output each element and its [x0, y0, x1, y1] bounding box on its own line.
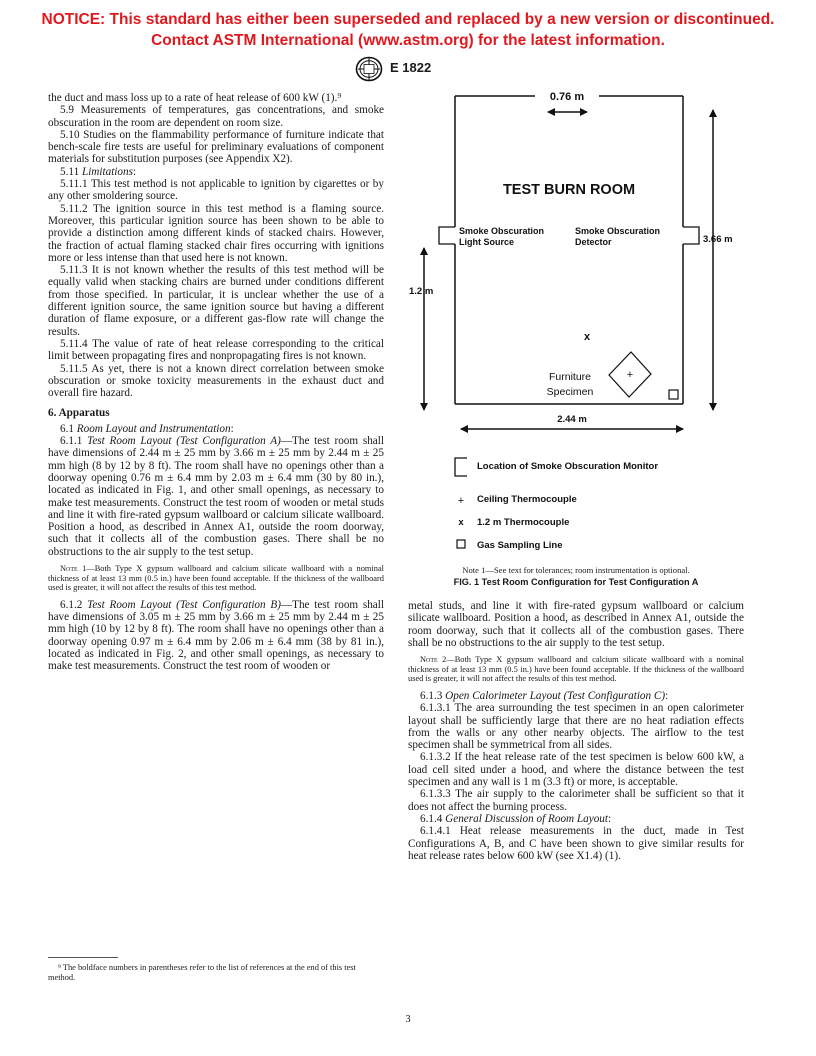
figure-1-note: Note 1—See text for tolerances; room instrumentation is optional.	[462, 565, 690, 575]
paragraph-5-11-2: 5.11.2 The ignition source in this test method is a flaming source. Moreover, this particular ignition source has been shown to be able to provide a distinction among different kinds of stacked chairs. However, the fraction of actual flaming stacked chair fires occurring with ignitions more or less intense than that used here is not known.	[48, 202, 384, 264]
note-1: Note 1—Both Type X gypsum wallboard and calcium silicate wallboard with a nominal thickness of at least 13 mm (0.5 in.) have been found acceptable. If the thickness of the wallboard used is greater, it will not affect the results of this test method.	[48, 563, 384, 593]
note-2: Note 2—Both Type X gypsum wallboard and calcium silicate wallboard with a nominal thickness of at least 13 mm (0.5 in.) have been found acceptable. If the thickness of the wallboard used is greater, it will not affect the results of this test method.	[408, 655, 744, 684]
gas-sampling-line-marker	[669, 390, 678, 399]
supersession-notice-line-2: Contact ASTM International (www.astm.org) for the latest information.	[151, 32, 665, 49]
room-title: TEST BURN ROOM	[502, 182, 636, 198]
paragraph-6-1-2-tail: metal studs, and line it with fire-rated gypsum wallboard or calcium silicate wallboard. Position a hood, as described in Annex A1, outside the room doorway, such that it collects all of the combustion gases. There shall be no obstructions to the air supply to the test setup.	[408, 600, 744, 649]
document-header	[0, 56, 816, 82]
paragraph-6-1-3-1: 6.1.3.1 The area surrounding the test specimen in an open calorimeter layout shall be sufficiently large that there are no heat radiation effects from the walls or any other nearby objects. The airflow to the test specimen shall be symmetrical from all sides.	[408, 702, 744, 752]
legend-monitor-label: Location of Smoke Obscuration Monitor	[477, 461, 659, 472]
legend-gas-label: Gas Sampling Line	[477, 540, 563, 551]
astm-logo-icon	[355, 56, 383, 82]
detector-label-2: Detector	[575, 237, 612, 247]
section-heading-apparatus: 6. Apparatus	[48, 407, 110, 420]
paragraph-6-1-2: 6.1.2 Test Room Layout (Test Configuration B)—The test room shall have dimensions of 3.05 m ± 25 mm by 3.66 m ± 25 mm by 2.44 m ± 25 mm high (10 by 12 by 8 ft). The room shall have no openings other than a doorway opening 0.97 m ± 6.4 mm by 2.06 m ± 6.4 mm (38 by 81 in.), located as indicated in Fig. 2, and other small openings, as necessary to make test measurements. Construct the test room of wooden or	[48, 598, 384, 673]
footnote-rule	[48, 957, 118, 958]
light-source-marker	[439, 227, 455, 244]
paragraph-5-11-3: 5.11.3 It is not known whether the results of this test method will be equally valid when stacking chairs are burned under conditions different from those specified. In particular, it is unclear whether the use of a different ignition source, the same ignition source but having a different duration of flame exposure, or a different gas-flow rate will change the results.	[48, 264, 384, 338]
right-column	[408, 600, 744, 862]
paragraph-5-10: 5.10 Studies on the flammability performance of furniture indicate that bench-scale fire tests are useful for preliminary evaluations of component materials for substitution purposes (see Appendix X2).	[48, 128, 384, 166]
ceiling-thermocouple-mark: +	[626, 369, 634, 381]
page-number: 3	[405, 1014, 411, 1025]
legend-monitor-symbol	[455, 458, 467, 476]
dim-height-label: 1.2 m	[409, 286, 434, 297]
paragraph-5-11: 5.11 Limitations:	[60, 165, 137, 178]
paragraph-5-11-1: 5.11.1 This test method is not applicable to ignition by cigarettes or by any other smoldering source.	[48, 178, 384, 203]
paragraph-6-1-4: 6.1.4 General Discussion of Room Layout:	[420, 812, 612, 825]
paragraph-5-8-tail: the duct and mass loss up to a rate of heat release of 600 kW (1).⁹	[48, 92, 342, 104]
dim-width-label: 2.44 m	[557, 414, 587, 425]
standard-designation: E 1822	[390, 60, 432, 75]
paragraph-5-11-5: 5.11.5 As yet, there is not a known direct correlation between smoke obscuration or smoke toxicity measurements in the exhaust duct and overall fire hazard.	[48, 362, 384, 400]
legend-ceiling-symbol: +	[457, 495, 465, 507]
room-outline	[455, 96, 683, 404]
figure-legend	[455, 458, 658, 551]
paragraph-5-11-4: 5.11.4 The value of rate of heat release corresponding to the critical limit between propagating fires and nonpropagating fires is not known.	[48, 337, 384, 363]
left-column	[48, 92, 384, 673]
paragraph-5-9: 5.9 Measurements of temperatures, gas concentrations, and smoke obscuration in the room are dependent on room size.	[48, 104, 384, 129]
figure-1-room-diagram	[405, 84, 750, 554]
paragraph-6-1-3: 6.1.3 Open Calorimeter Layout (Test Configuration C):	[420, 689, 669, 702]
legend-12m-symbol: x	[458, 517, 464, 528]
light-source-label-2: Light Source	[459, 237, 515, 247]
legend-12m-label: 1.2 m Thermocouple	[477, 517, 570, 528]
paragraph-6-1-1: 6.1.1 Test Room Layout (Test Configuration A)—The test room shall have dimensions of 2.44 m ± 25 mm by 3.66 m ± 25 mm by 2.44 m ± 25 mm high (8 by 12 by 8 ft). The room shall have no openings other than a doorway opening 0.76 m ± 6.4 mm by 2.03 m ± 6.4 mm (30 by 80 in.), located as indicated in Fig. 1, and other small openings, as necessary to make test measurements. Construct the test room of wooden or metal studs and line it with fire-rated gypsum wallboard or calcium silicate wallboard. Position a hood, as described in Annex A1, outside the room doorway, such that it collects all of the combustion gases. There shall be no obstructions to the air supply to the test setup.	[48, 435, 384, 558]
room-diagram-svg	[405, 84, 750, 554]
legend-gas-symbol	[457, 540, 465, 548]
footnote-9: ⁹ The boldface numbers in parentheses refer to the list of references at the end of this test method.	[48, 963, 356, 982]
paragraph-6-1-4-1: 6.1.4.1 Heat release measurements in the duct, made in Test Configurations A, B, and C have been shown to give similar results for heat release rates below 600 kW (see X1.4) (1).	[408, 825, 744, 862]
detector-marker	[683, 227, 699, 244]
detector-label-1: Smoke Obscuration	[575, 226, 661, 236]
dim-doorway-label: 0.76 m	[549, 91, 585, 103]
supersession-notice-line-1: NOTICE: This standard has either been superseded and replaced by a new version or discontinued.	[41, 11, 775, 28]
specimen-label-2: Specimen	[546, 386, 594, 398]
paragraph-6-1-3-3: 6.1.3.3 The air supply to the calorimeter shall be sufficient so that it does not affect the burning process.	[408, 788, 744, 813]
thermocouple-12m-mark: x	[583, 331, 591, 343]
legend-ceiling-label: Ceiling Thermocouple	[477, 494, 577, 505]
light-source-label-1: Smoke Obscuration	[459, 226, 545, 236]
dim-depth-label: 3.66 m	[703, 234, 733, 245]
specimen-label-1: Furniture	[548, 371, 592, 383]
figure-1-caption: FIG. 1 Test Room Configuration for Test Configuration A	[453, 577, 699, 587]
paragraph-6-1: 6.1 Room Layout and Instrumentation:	[60, 422, 234, 435]
paragraph-6-1-3-2: 6.1.3.2 If the heat release rate of the test specimen is below 600 kW, a load cell sited under a hood, and where the distance between the test specimen and any wall is 1 m (3.3 ft) or more, is acceptable.	[408, 751, 744, 789]
